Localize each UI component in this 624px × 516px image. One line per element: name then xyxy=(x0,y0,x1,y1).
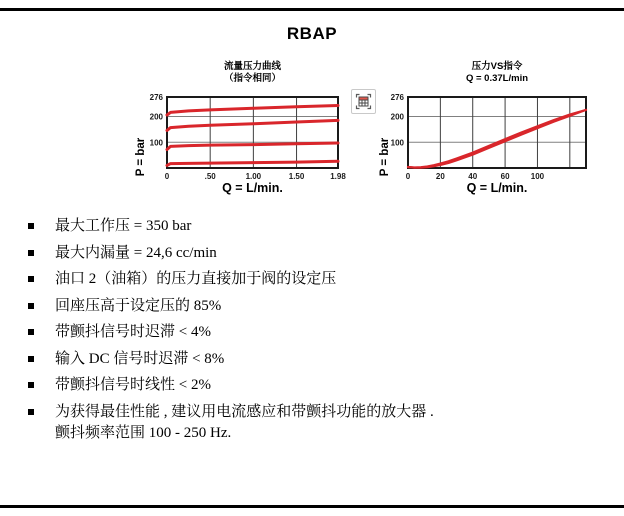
bottom-rule xyxy=(0,505,624,508)
svg-text:200: 200 xyxy=(390,112,404,122)
svg-text:276: 276 xyxy=(390,93,404,102)
spec-bullet-list xyxy=(26,216,592,444)
bullet-square-icon xyxy=(28,223,34,229)
pressure-vs-command-chart xyxy=(376,61,600,195)
bullet-text: 带颤抖信号时迟滞 < 4% xyxy=(55,324,211,340)
svg-text:100: 100 xyxy=(390,138,404,148)
bullet-text: 为获得最佳性能 , 建议用电流感应和带颤抖功能的放大器 . 颤抖频率范围 100 - 250 Hz. xyxy=(55,403,434,441)
spec-bullet-item xyxy=(26,243,592,264)
top-rule xyxy=(0,8,624,11)
svg-text:60: 60 xyxy=(500,172,510,181)
chart-subtitle: Q = 0.37L/min xyxy=(465,73,529,84)
y-axis-label: P = bar xyxy=(379,137,391,177)
chart-title: 压力VS指令 xyxy=(471,61,523,72)
pressure-vs-command-plot xyxy=(376,85,600,181)
bullet-square-icon xyxy=(28,250,34,256)
svg-text:0: 0 xyxy=(164,172,170,181)
spec-bullet-item xyxy=(26,296,592,317)
svg-text:276: 276 xyxy=(149,93,163,102)
spec-bullet-item xyxy=(26,216,592,237)
svg-text:200: 200 xyxy=(149,112,163,122)
svg-text:0: 0 xyxy=(405,172,411,181)
svg-text:.50: .50 xyxy=(204,172,216,181)
spec-bullet-item xyxy=(26,349,592,370)
svg-text:100: 100 xyxy=(530,172,545,181)
x-axis-label: Q = L/min. xyxy=(466,181,528,195)
bullet-square-icon xyxy=(28,276,34,282)
svg-text:1.98: 1.98 xyxy=(330,172,346,181)
spec-bullet-item xyxy=(26,322,592,343)
spec-bullet-item xyxy=(26,269,592,290)
svg-text:1.50: 1.50 xyxy=(288,172,305,181)
bullet-text: 带颤抖信号时线性 < 2% xyxy=(55,377,211,393)
table-placeholder-icon[interactable] xyxy=(351,89,376,114)
svg-text:100: 100 xyxy=(149,138,163,148)
bullet-square-icon xyxy=(28,303,34,309)
bullet-square-icon xyxy=(28,409,34,415)
chart-title: 流量压力曲线 xyxy=(223,61,281,72)
bullet-text: 输入 DC 信号时迟滞 < 8% xyxy=(55,350,225,367)
flow-pressure-plot xyxy=(128,85,350,181)
bullet-square-icon xyxy=(28,329,34,335)
bullet-square-icon xyxy=(28,356,34,362)
spec-bullet-item xyxy=(26,402,592,444)
spec-bullet-item xyxy=(26,375,592,396)
x-axis-label: Q = L/min. xyxy=(222,181,283,195)
bullet-text: 最大工作压 = 350 bar xyxy=(55,218,192,234)
page-title: RBAP xyxy=(286,24,338,43)
svg-text:1.00: 1.00 xyxy=(245,172,262,181)
flow-pressure-chart xyxy=(128,61,350,195)
y-axis-label: P = bar xyxy=(135,137,147,177)
svg-text:20: 20 xyxy=(435,172,445,181)
chart-subtitle: （指令相同） xyxy=(223,73,281,84)
table-glyph xyxy=(352,90,375,113)
bullet-text: 油口 2（油箱）的压力直接加于阀的设定压 xyxy=(55,271,337,287)
bullet-text: 回座压高于设定压的 85% xyxy=(55,297,222,314)
bullet-square-icon xyxy=(28,382,34,388)
bullet-text: 最大内漏量 = 24,6 cc/min xyxy=(55,244,217,261)
svg-text:40: 40 xyxy=(468,172,478,181)
